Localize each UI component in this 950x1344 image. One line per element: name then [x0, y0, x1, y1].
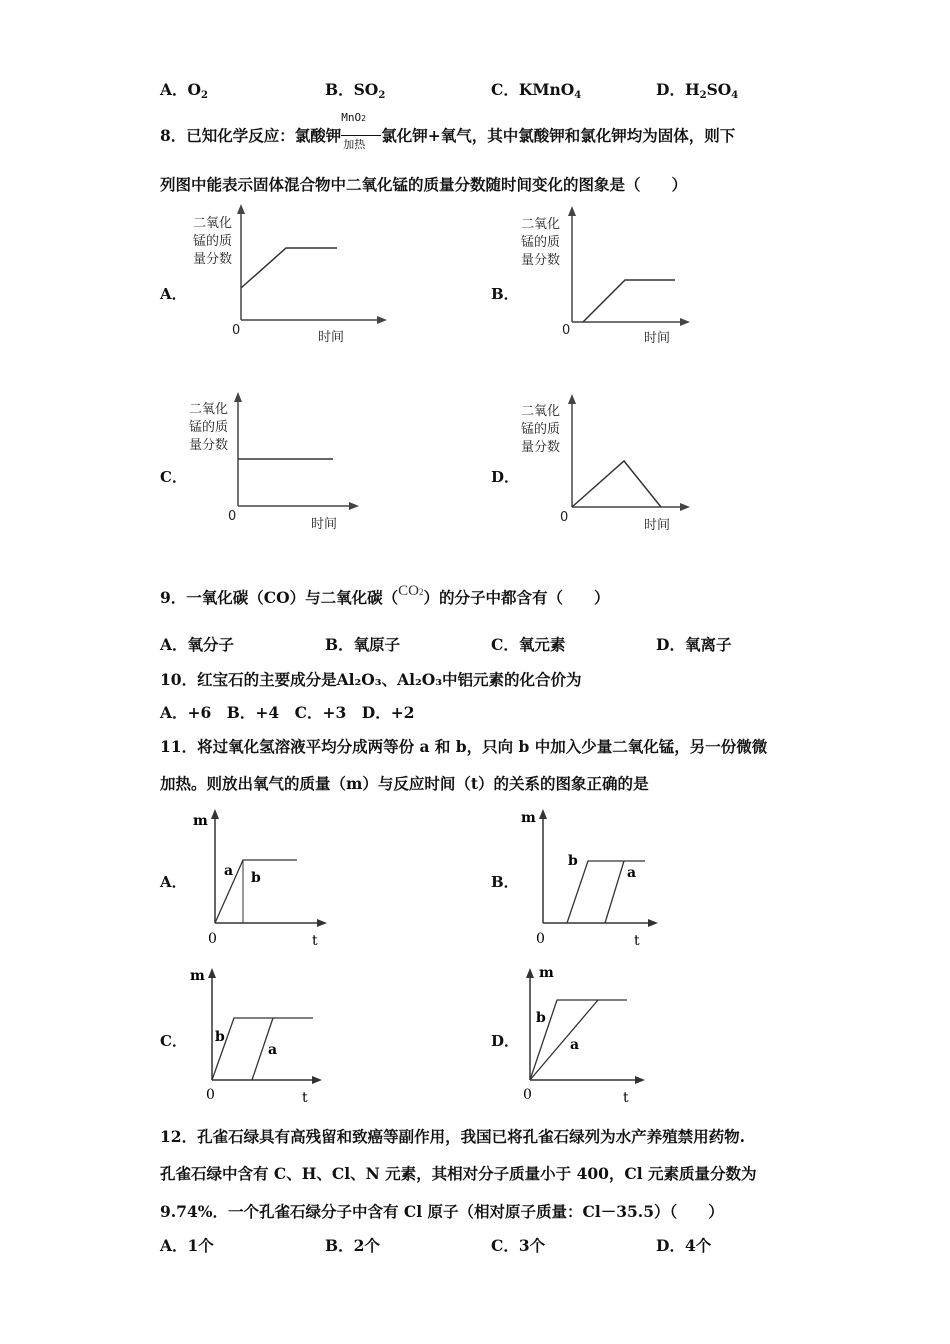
reaction-condition	[341, 111, 381, 151]
y-label-line1: 二氧化	[521, 404, 561, 419]
q7-option-c[interactable]	[491, 78, 581, 101]
y-label-line1: 二氧化	[189, 402, 229, 417]
co2-formula	[398, 583, 423, 600]
q9-option-b[interactable]: B．氧原子	[325, 635, 401, 654]
y-label-line2: 锰的质	[521, 422, 561, 437]
q11-graph-d	[500, 960, 660, 1110]
x-label: t	[302, 1090, 308, 1106]
y-label-line1: 二氧化	[521, 217, 561, 232]
formula: O	[187, 80, 202, 99]
q12-option-d[interactable]: D．4个	[656, 1236, 712, 1255]
y-axis-arrow	[568, 394, 576, 404]
q9-prefix: 9．一氧化碳（CO）与二氧化碳（	[160, 588, 399, 607]
x-label: 时间	[644, 331, 671, 346]
subscript: 2	[699, 90, 707, 101]
q8-prefix: 8．已知化学反应：氯酸钾	[160, 126, 342, 145]
q8-graph-c	[180, 388, 400, 538]
q12-option-a[interactable]: A．1个	[160, 1236, 214, 1255]
catalyst-subscript: 2	[361, 114, 366, 123]
q11-option-c-label[interactable]: C．	[160, 1032, 187, 1050]
option-letter: C．	[491, 80, 519, 99]
y-label-line2: 锰的质	[189, 420, 229, 435]
origin-label: 0	[228, 509, 237, 524]
x-axis-arrow	[680, 503, 690, 511]
y-axis-arrow	[211, 809, 219, 819]
origin-label: 0	[560, 510, 569, 525]
y-label-line3: 量分数	[521, 253, 561, 268]
x-axis-arrow	[349, 502, 359, 510]
y-label-line1: 二氧化	[193, 216, 233, 231]
q11-stem-line1: 11．将过氧化氢溶液平均分成两等份 a 和 b，只向 b 中加入少量二氧化锰，另一份微微	[160, 737, 768, 756]
q12-stem-line2: 孔雀石绿中含有 C、H、Cl、N 元素，其相对分子质量小于 400，Cl 元素质量分数为	[160, 1164, 757, 1183]
origin-label: 0	[562, 323, 571, 338]
y-label: m	[193, 813, 208, 829]
curve-b-label: b	[215, 1029, 225, 1045]
formula: SO	[706, 80, 732, 99]
q7-option-d[interactable]	[656, 78, 738, 101]
curve-a-label: a	[268, 1042, 278, 1058]
curve-b-label: b	[251, 870, 261, 886]
origin-label: 0	[232, 323, 241, 338]
curve-a-label: a	[627, 865, 637, 881]
q11-stem-line2: 加热。则放出氧气的质量（m）与反应时间（t）的关系的图象正确的是	[160, 774, 649, 793]
formula: KMnO	[518, 80, 575, 99]
q9-stem	[160, 583, 610, 608]
y-axis-arrow	[539, 809, 547, 819]
q11-option-a-label[interactable]: A．	[160, 873, 187, 891]
y-label-line3: 量分数	[189, 438, 229, 453]
q8-option-b-label[interactable]: B．	[491, 285, 519, 303]
subscript: 4	[574, 90, 582, 101]
q8-option-c-label[interactable]: C．	[160, 468, 187, 486]
origin-label: 0	[208, 931, 217, 947]
curve-a-label: a	[224, 863, 234, 879]
q8-stem-line1	[160, 111, 736, 151]
q8-option-a-label[interactable]: A．	[160, 285, 187, 303]
q11-option-d-label[interactable]: D．	[491, 1032, 520, 1050]
y-axis-arrow	[237, 204, 245, 214]
formula: CO	[398, 583, 419, 599]
q8-stem-line2: 列图中能表示固体混合物中二氧化锰的质量分数随时间变化的图象是（ ）	[160, 175, 688, 194]
catalyst: MnO	[341, 111, 362, 124]
y-label-line3: 量分数	[521, 440, 561, 455]
q8-graph-b	[508, 200, 728, 350]
x-axis-arrow	[312, 1076, 322, 1084]
q12-option-b[interactable]: B．2个	[325, 1236, 380, 1255]
q11-graph-b	[513, 805, 673, 955]
y-label: m	[539, 965, 554, 981]
option-letter: D．	[656, 80, 685, 99]
curve-a-label: a	[570, 1037, 580, 1053]
q12-stem-line1: 12．孔雀石绿具有高残留和致癌等副作用，我国已将孔雀石绿列为水产养殖禁用药物.	[160, 1127, 745, 1146]
x-axis-arrow	[635, 1076, 645, 1084]
y-label-line2: 锰的质	[193, 234, 233, 249]
option-letter: A．	[160, 80, 188, 99]
x-label: 时间	[311, 517, 338, 532]
x-axis-arrow	[648, 919, 658, 927]
q10-stem: 10．红宝石的主要成分是Al₂O₃、Al₂O₃中铝元素的化合价为	[160, 670, 582, 689]
curve-a	[605, 861, 624, 923]
q11-option-b-label[interactable]: B．	[491, 873, 519, 891]
x-label: 时间	[318, 330, 345, 345]
formula-subscript: 2	[418, 587, 424, 597]
y-label-line3: 量分数	[193, 252, 233, 267]
q11-graph-a	[185, 805, 345, 955]
x-label: t	[312, 933, 318, 949]
q10-options[interactable]: A．+6 B．+4 C．+3 D．+2	[160, 703, 415, 722]
q8-graph-a	[180, 200, 400, 350]
q12-stem-line3: 9.74%．一个孔雀石绿分子中含有 Cl 原子（相对原子质量：Cl－35.5）（ ）	[160, 1202, 724, 1221]
y-axis-arrow	[234, 392, 242, 402]
x-label: t	[634, 933, 640, 949]
q11-graph-c	[182, 960, 342, 1110]
y-label: m	[190, 968, 205, 984]
option-letter: B．	[325, 80, 354, 99]
curve-b-label: b	[536, 1010, 546, 1026]
curve	[241, 248, 337, 288]
q8-option-d-label[interactable]: D．	[491, 468, 520, 486]
x-label: t	[623, 1090, 629, 1106]
y-label-line2: 锰的质	[521, 235, 561, 250]
y-axis-arrow	[568, 206, 576, 216]
q9-option-a[interactable]: A．氧分子	[160, 635, 235, 654]
formula: H	[684, 80, 700, 99]
curve-b-label: b	[568, 853, 578, 869]
q8-suffix: 氯化钾+氧气，其中氯酸钾和氯化钾均为固体，则下	[381, 126, 736, 145]
y-label: m	[521, 810, 536, 826]
q9-option-c[interactable]: C．氧元素	[491, 635, 566, 654]
x-label: 时间	[644, 518, 671, 533]
y-axis-arrow	[526, 968, 534, 978]
q8-graph-d	[508, 390, 728, 540]
origin-label: 0	[536, 931, 545, 947]
q9-option-d[interactable]: D．氧离子	[656, 635, 732, 654]
condition: 加热	[343, 138, 366, 151]
q7-option-b[interactable]	[325, 78, 385, 101]
q12-option-c[interactable]: C．3个	[491, 1236, 546, 1255]
q7-option-a[interactable]	[160, 78, 208, 101]
x-axis-arrow	[377, 316, 387, 324]
y-axis-arrow	[208, 968, 216, 978]
subscript: 4	[731, 90, 739, 101]
curve	[583, 280, 675, 322]
x-axis-arrow	[680, 318, 690, 326]
subscript: 2	[201, 90, 209, 101]
origin-label: 0	[206, 1087, 215, 1103]
origin-label: 0	[523, 1087, 532, 1103]
curve	[572, 461, 661, 507]
formula: SO	[353, 80, 379, 99]
q9-suffix: ）的分子中都含有（ ）	[423, 588, 610, 607]
x-axis-arrow	[317, 919, 327, 927]
subscript: 2	[378, 90, 386, 101]
